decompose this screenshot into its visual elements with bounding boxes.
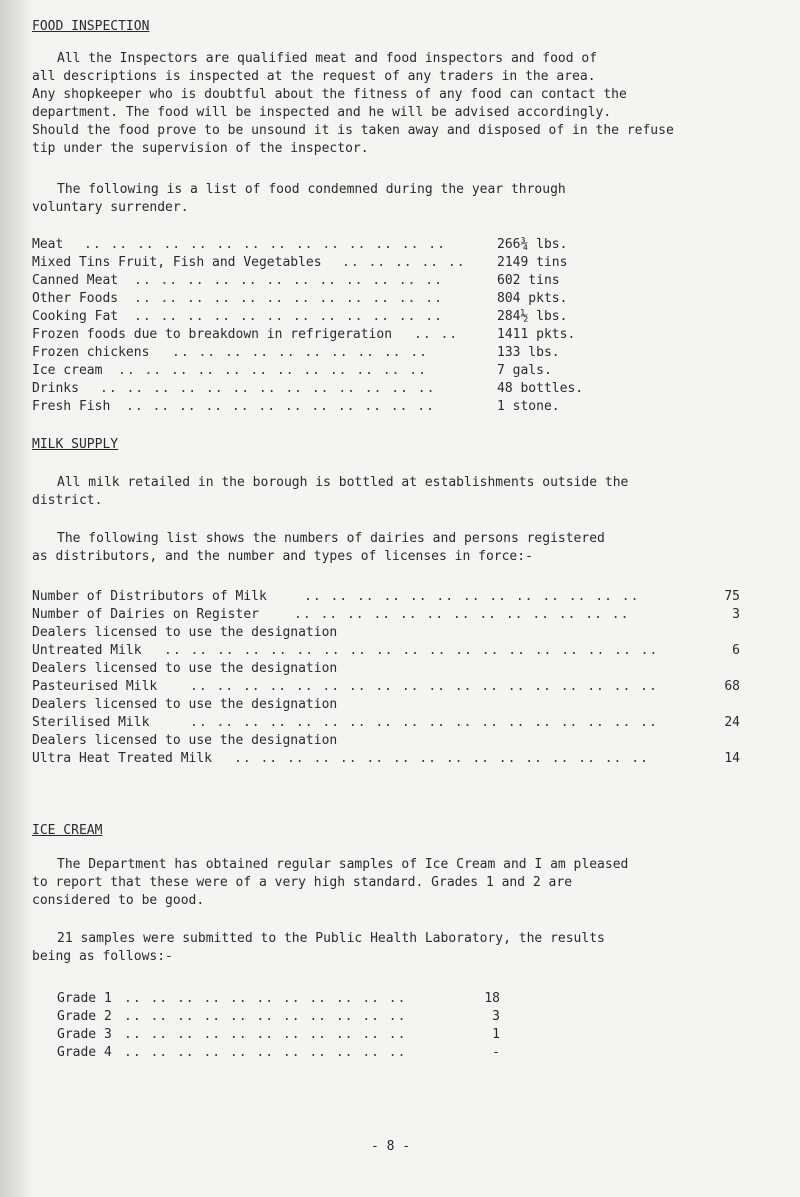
row-prefix: Dealers licensed to use the designation bbox=[32, 625, 338, 640]
dot-leader: .. .. .. .. .. .. .. .. .. .. .. .. .. bbox=[304, 589, 640, 604]
row-label: Pasteurised Milk bbox=[32, 679, 158, 694]
grade-label: Grade 3 bbox=[57, 1027, 112, 1042]
row-value: 24 bbox=[724, 715, 740, 730]
item-value: 48 bottles. bbox=[497, 381, 584, 396]
item-label: Frozen chickens bbox=[32, 345, 150, 360]
milk-supply-heading: MILK SUPPLY bbox=[32, 437, 119, 452]
item-label: Cooking Fat bbox=[32, 309, 119, 324]
dot-leader: .. .. .. .. .. .. .. .. .. .. .. .. .. .. .. .. .. .. bbox=[190, 679, 658, 694]
item-label: Meat bbox=[32, 237, 64, 252]
dot-leader: .. .. .. .. .. .. .. .. .. .. .. .. .. .. .. .. .. .. bbox=[190, 715, 658, 730]
item-label: Ice cream bbox=[32, 363, 103, 378]
item-value: 602 tins bbox=[497, 273, 560, 288]
grade-value: 1 bbox=[492, 1027, 500, 1042]
dot-leader: .. .. .. .. .. .. .. .. .. .. .. bbox=[124, 991, 407, 1006]
dot-leader: .. .. .. .. .. .. .. .. .. .. .. bbox=[124, 1045, 407, 1060]
grade-value: 3 bbox=[492, 1009, 500, 1024]
ice-para2-line1: 21 samples were submitted to the Public Health Laboratory, the results bbox=[57, 931, 605, 946]
item-value: 1 stone. bbox=[497, 399, 560, 414]
dot-leader: .. .. .. .. .. .. .. .. .. .. .. .. bbox=[134, 309, 443, 324]
item-value: 1411 pkts. bbox=[497, 327, 576, 342]
food-para1-line2: all descriptions is inspected at the request of any traders in the area. bbox=[32, 69, 596, 84]
ice-para1-line3: considered to be good. bbox=[32, 893, 205, 908]
food-inspection-heading: FOOD INSPECTION bbox=[32, 19, 150, 34]
dot-leader: .. .. .. .. .. .. .. .. .. .. .. .. bbox=[126, 399, 435, 414]
row-prefix: Dealers licensed to use the designation bbox=[32, 733, 338, 748]
row-label: Sterilised Milk bbox=[32, 715, 150, 730]
dot-leader: .. .. .. .. .. .. .. .. .. .. .. bbox=[124, 1027, 407, 1042]
item-label: Canned Meat bbox=[32, 273, 119, 288]
item-value: 133 lbs. bbox=[497, 345, 560, 360]
food-para1-line4: department. The food will be inspected and he will be advised accordingly. bbox=[32, 105, 612, 120]
item-value: 266¾ lbs. bbox=[497, 237, 568, 252]
food-para1-line5: Should the food prove to be unsound it is taken away and disposed of in the refuse bbox=[32, 123, 674, 138]
grade-value: 18 bbox=[484, 991, 500, 1006]
item-label: Frozen foods due to breakdown in refrigeration bbox=[32, 327, 393, 342]
dot-leader: .. .. .. .. .. .. .. .. .. .. .. .. bbox=[134, 291, 443, 306]
milk-para2-line1: The following list shows the numbers of dairies and persons registered bbox=[57, 531, 605, 546]
milk-para1-line2: district. bbox=[32, 493, 103, 508]
row-value: 6 bbox=[732, 643, 740, 658]
ice-para2-line2: being as follows:- bbox=[32, 949, 173, 964]
dot-leader: .. .. .. .. .. .. .. .. .. .. .. .. .. bbox=[294, 607, 630, 622]
row-prefix: Dealers licensed to use the designation bbox=[32, 697, 338, 712]
item-value: 7 gals. bbox=[497, 363, 552, 378]
dot-leader: .. .. .. .. .. .. .. .. .. .. .. .. .. .. .. .. .. .. .. bbox=[164, 643, 659, 658]
row-value: 75 bbox=[724, 589, 740, 604]
page-number: - 8 - bbox=[371, 1139, 411, 1154]
item-label: Drinks bbox=[32, 381, 79, 396]
item-label: Fresh Fish bbox=[32, 399, 111, 414]
dot-leader: .. .. .. .. .. .. .. .. .. .. .. .. .. bbox=[100, 381, 436, 396]
food-para2-line1: The following is a list of food condemned during the year through bbox=[57, 182, 566, 197]
row-label: Untreated Milk bbox=[32, 643, 142, 658]
grade-label: Grade 2 bbox=[57, 1009, 112, 1024]
food-para1-line1: All the Inspectors are qualified meat and food inspectors and food of bbox=[57, 51, 598, 66]
grade-label: Grade 4 bbox=[57, 1045, 112, 1060]
row-value: 68 bbox=[724, 679, 740, 694]
item-value: 2149 tins bbox=[497, 255, 568, 270]
grade-value: - bbox=[492, 1045, 500, 1060]
item-value: 804 pkts. bbox=[497, 291, 568, 306]
row-value: 3 bbox=[732, 607, 740, 622]
row-prefix: Dealers licensed to use the designation bbox=[32, 661, 338, 676]
dot-leader: .. .. .. .. .. .. .. .. .. .. .. .. .. .. bbox=[84, 237, 446, 252]
ice-para1-line1: The Department has obtained regular samples of Ice Cream and I am pleased bbox=[57, 857, 629, 872]
row-label: Ultra Heat Treated Milk bbox=[32, 751, 213, 766]
food-para2-line2: voluntary surrender. bbox=[32, 200, 189, 215]
dot-leader: .. .. .. .. .. .. .. .. .. .. bbox=[172, 345, 428, 360]
dot-leader: .. .. .. .. .. bbox=[342, 255, 466, 270]
dot-leader: .. .. .. .. .. .. .. .. .. .. .. .. bbox=[134, 273, 443, 288]
dot-leader: .. .. bbox=[414, 327, 459, 342]
dot-leader: .. .. .. .. .. .. .. .. .. .. .. bbox=[124, 1009, 407, 1024]
food-para1-line6: tip under the supervision of the inspector. bbox=[32, 141, 369, 156]
milk-para2-line2: as distributors, and the number and types of licenses in force:- bbox=[32, 549, 533, 564]
dot-leader: .. .. .. .. .. .. .. .. .. .. .. .. .. .. .. .. bbox=[234, 751, 649, 766]
item-label: Mixed Tins Fruit, Fish and Vegetables bbox=[32, 255, 322, 270]
milk-para1-line1: All milk retailed in the borough is bottled at establishments outside the bbox=[57, 475, 629, 490]
dot-leader: .. .. .. .. .. .. .. .. .. .. .. .. bbox=[118, 363, 427, 378]
ice-cream-heading: ICE CREAM bbox=[32, 823, 103, 838]
food-para1-line3: Any shopkeeper who is doubtful about the fitness of any food can contact the bbox=[32, 87, 627, 102]
item-value: 284½ lbs. bbox=[497, 309, 568, 324]
row-value: 14 bbox=[724, 751, 740, 766]
ice-para1-line2: to report that these were of a very high standard. Grades 1 and 2 are bbox=[32, 875, 573, 890]
row-label: Number of Dairies on Register bbox=[32, 607, 259, 622]
row-label: Number of Distributors of Milk bbox=[32, 589, 267, 604]
grade-label: Grade 1 bbox=[57, 991, 112, 1006]
item-label: Other Foods bbox=[32, 291, 119, 306]
